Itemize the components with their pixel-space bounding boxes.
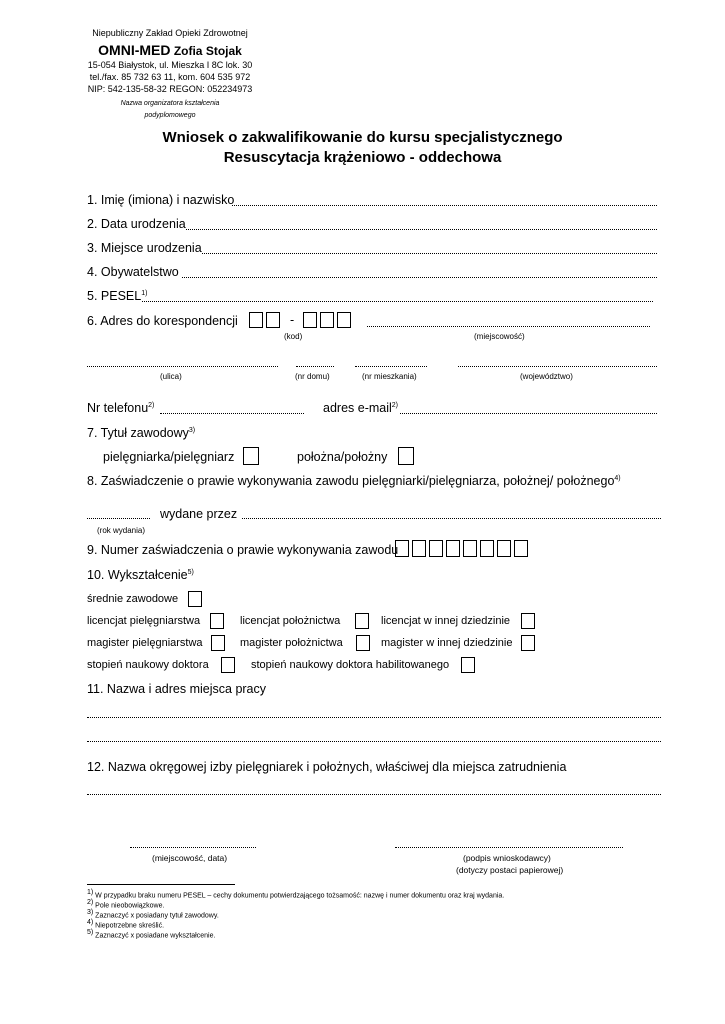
field-birthdate-input[interactable] bbox=[186, 229, 657, 230]
edu-habilitation-checkbox[interactable] bbox=[461, 657, 475, 673]
field-issued-by-label: wydane przez bbox=[160, 507, 238, 521]
edu-msc-other-checkbox[interactable] bbox=[521, 635, 535, 651]
license-number-box-7[interactable] bbox=[497, 540, 511, 557]
license-number-box-1[interactable] bbox=[395, 540, 409, 557]
field-chamber-label: 12. Nazwa okręgowej izby pielęgniarek i położnych, właściwej dla miejsca zatrudnienia bbox=[87, 760, 567, 774]
postcode-dash: - bbox=[290, 313, 295, 327]
field-name-label: 1. Imię (imiona) i nazwisko bbox=[87, 193, 235, 207]
edu-bsc-other-checkbox[interactable] bbox=[521, 613, 535, 629]
field-pesel-label: 5. PESEL$^{1)}$ bbox=[87, 289, 148, 303]
caption-house-number: (nr domu) bbox=[295, 372, 330, 381]
organizer-name: OMNI-MED Zofia Stojak bbox=[98, 42, 242, 58]
field-pesel-input[interactable] bbox=[142, 301, 653, 302]
field-license-label: 8. Zaświadczenie o prawie wykonywania zawodu pielęgniarki/pielęgniarza, położnej/ położnego$^{4)}$ bbox=[87, 474, 621, 488]
license-number-box-8[interactable] bbox=[514, 540, 528, 557]
field-issued-by-input[interactable] bbox=[242, 518, 661, 519]
field-address-label: 6. Adres do korespondencji bbox=[87, 314, 238, 328]
field-birthdate-label: 2. Data urodzenia bbox=[87, 217, 186, 231]
field-email-label: adres e-mail$^{2)}$ bbox=[323, 401, 399, 415]
footnote-2: $^{2)}$ Pole nieobowiązkowe. bbox=[87, 899, 165, 910]
edu-msc-midwifery-label: magister położnictwa bbox=[240, 637, 343, 649]
license-number-box-5[interactable] bbox=[463, 540, 477, 557]
field-license-year-input[interactable] bbox=[87, 518, 150, 519]
option-nurse-label: pielęgniarka/pielęgniarz bbox=[103, 450, 235, 464]
footnote-1: $^{1)}$ W przypadku braku numeru PESEL – cechy dokumentu potwierdzającego tożsamość: nazwę i numer dokumentu oraz kraj wydania. bbox=[87, 889, 505, 900]
caption-issue-year: (rok wydania) bbox=[97, 526, 146, 535]
postcode-box-5[interactable] bbox=[337, 312, 351, 328]
field-house-number-input[interactable] bbox=[296, 366, 334, 367]
postcode-box-3[interactable] bbox=[303, 312, 317, 328]
postcode-box-4[interactable] bbox=[320, 312, 334, 328]
field-workplace-input-1[interactable] bbox=[87, 717, 661, 718]
option-midwife-label: położna/położny bbox=[297, 450, 388, 464]
postcode-box-2[interactable] bbox=[266, 312, 280, 328]
field-phone-label: Nr telefonu$^{2)}$ bbox=[87, 401, 155, 415]
form-subtitle: Resuscytacja krążeniowo - oddechowa bbox=[223, 149, 502, 166]
organizer-phone: tel./fax. 85 732 63 11, kom. 604 535 972 bbox=[89, 72, 251, 82]
edu-secondary-checkbox[interactable] bbox=[188, 591, 202, 607]
signature-place-date-input[interactable] bbox=[130, 847, 256, 848]
organizer-line1: Niepubliczny Zakład Opieki Zdrowotnej bbox=[92, 28, 248, 38]
option-midwife-checkbox[interactable] bbox=[398, 447, 414, 465]
caption-province: (województwo) bbox=[520, 372, 573, 381]
caption-signature: (podpis wnioskodawcy) bbox=[463, 853, 551, 863]
field-license-number-label: 9. Numer zaświadczenia o prawie wykonywania zawodu bbox=[87, 543, 399, 557]
field-name-input[interactable] bbox=[232, 205, 657, 206]
caption-street: (ulica) bbox=[160, 372, 182, 381]
footnote-5: $^{5)}$ Zaznaczyć x posiadane wykształcenie. bbox=[87, 929, 216, 940]
signature-applicant-input[interactable] bbox=[395, 847, 623, 848]
caption-paper-form: (dotyczy postaci papierowej) bbox=[456, 865, 564, 875]
edu-habilitation-label: stopień naukowy doktora habilitowanego bbox=[251, 659, 450, 671]
organizer-caption1: Nazwa organizatora kształcenia bbox=[120, 100, 220, 107]
edu-bsc-other-label: licencjat w innej dziedzinie bbox=[381, 615, 511, 627]
field-street-input[interactable] bbox=[87, 366, 278, 367]
edu-msc-midwifery-checkbox[interactable] bbox=[356, 635, 370, 651]
footnote-separator bbox=[87, 884, 235, 885]
footnote-3: $^{3)}$ Zaznaczyć x posiadany tytuł zawodowy. bbox=[87, 909, 219, 920]
edu-secondary-label: średnie zawodowe bbox=[87, 593, 179, 605]
organizer-address: 15-054 Białystok, ul. Mieszka I 8C lok. 30 bbox=[87, 60, 253, 70]
field-birthplace-label: 3. Miejsce urodzenia bbox=[87, 241, 202, 255]
edu-msc-nursing-label: magister pielęgniarstwa bbox=[87, 637, 203, 649]
license-number-box-3[interactable] bbox=[429, 540, 443, 557]
edu-bsc-midwifery-label: licencjat położnictwa bbox=[240, 615, 341, 627]
field-education-label: 10. Wykształcenie$^{5)}$ bbox=[87, 568, 194, 582]
caption-city: (miejscowość) bbox=[474, 332, 525, 341]
organizer-caption2: podyplomowego bbox=[144, 112, 196, 119]
option-nurse-checkbox[interactable] bbox=[243, 447, 259, 465]
edu-bsc-nursing-checkbox[interactable] bbox=[210, 613, 224, 629]
field-title-label: 7. Tytuł zawodowy$^{3)}$ bbox=[87, 426, 196, 440]
caption-postcode: (kod) bbox=[284, 332, 303, 341]
caption-place-date: (miejscowość, data) bbox=[152, 853, 228, 863]
edu-phd-label: stopień naukowy doktora bbox=[87, 659, 209, 671]
field-apartment-number-input[interactable] bbox=[355, 366, 427, 367]
caption-apartment-number: (nr mieszkania) bbox=[362, 372, 417, 381]
edu-msc-nursing-checkbox[interactable] bbox=[211, 635, 225, 651]
field-email-input[interactable] bbox=[400, 413, 657, 414]
organizer-ids: NIP: 542-135-58-32 REGON: 052234973 bbox=[87, 84, 253, 94]
field-city-input[interactable] bbox=[367, 326, 650, 327]
license-number-box-4[interactable] bbox=[446, 540, 460, 557]
edu-msc-other-label: magister w innej dziedzinie bbox=[381, 637, 513, 649]
field-citizenship-label: 4. Obywatelstwo bbox=[87, 265, 179, 279]
license-number-box-6[interactable] bbox=[480, 540, 494, 557]
form-title: Wniosek o zakwalifikowanie do kursu specjalistycznego bbox=[162, 129, 563, 146]
field-phone-input[interactable] bbox=[160, 413, 304, 414]
edu-bsc-midwifery-checkbox[interactable] bbox=[355, 613, 369, 629]
edu-phd-checkbox[interactable] bbox=[221, 657, 235, 673]
field-chamber-input[interactable] bbox=[87, 794, 661, 795]
field-birthplace-input[interactable] bbox=[202, 253, 657, 254]
postcode-box-1[interactable] bbox=[249, 312, 263, 328]
footnote-4: $^{4)}$ Niepotrzebne skreślić. bbox=[87, 919, 165, 930]
license-number-box-2[interactable] bbox=[412, 540, 426, 557]
field-workplace-label: 11. Nazwa i adres miejsca pracy bbox=[87, 682, 267, 696]
edu-bsc-nursing-label: licencjat pielęgniarstwa bbox=[87, 615, 201, 627]
field-citizenship-input[interactable] bbox=[182, 277, 657, 278]
field-province-input[interactable] bbox=[458, 366, 657, 367]
field-workplace-input-2[interactable] bbox=[87, 741, 661, 742]
